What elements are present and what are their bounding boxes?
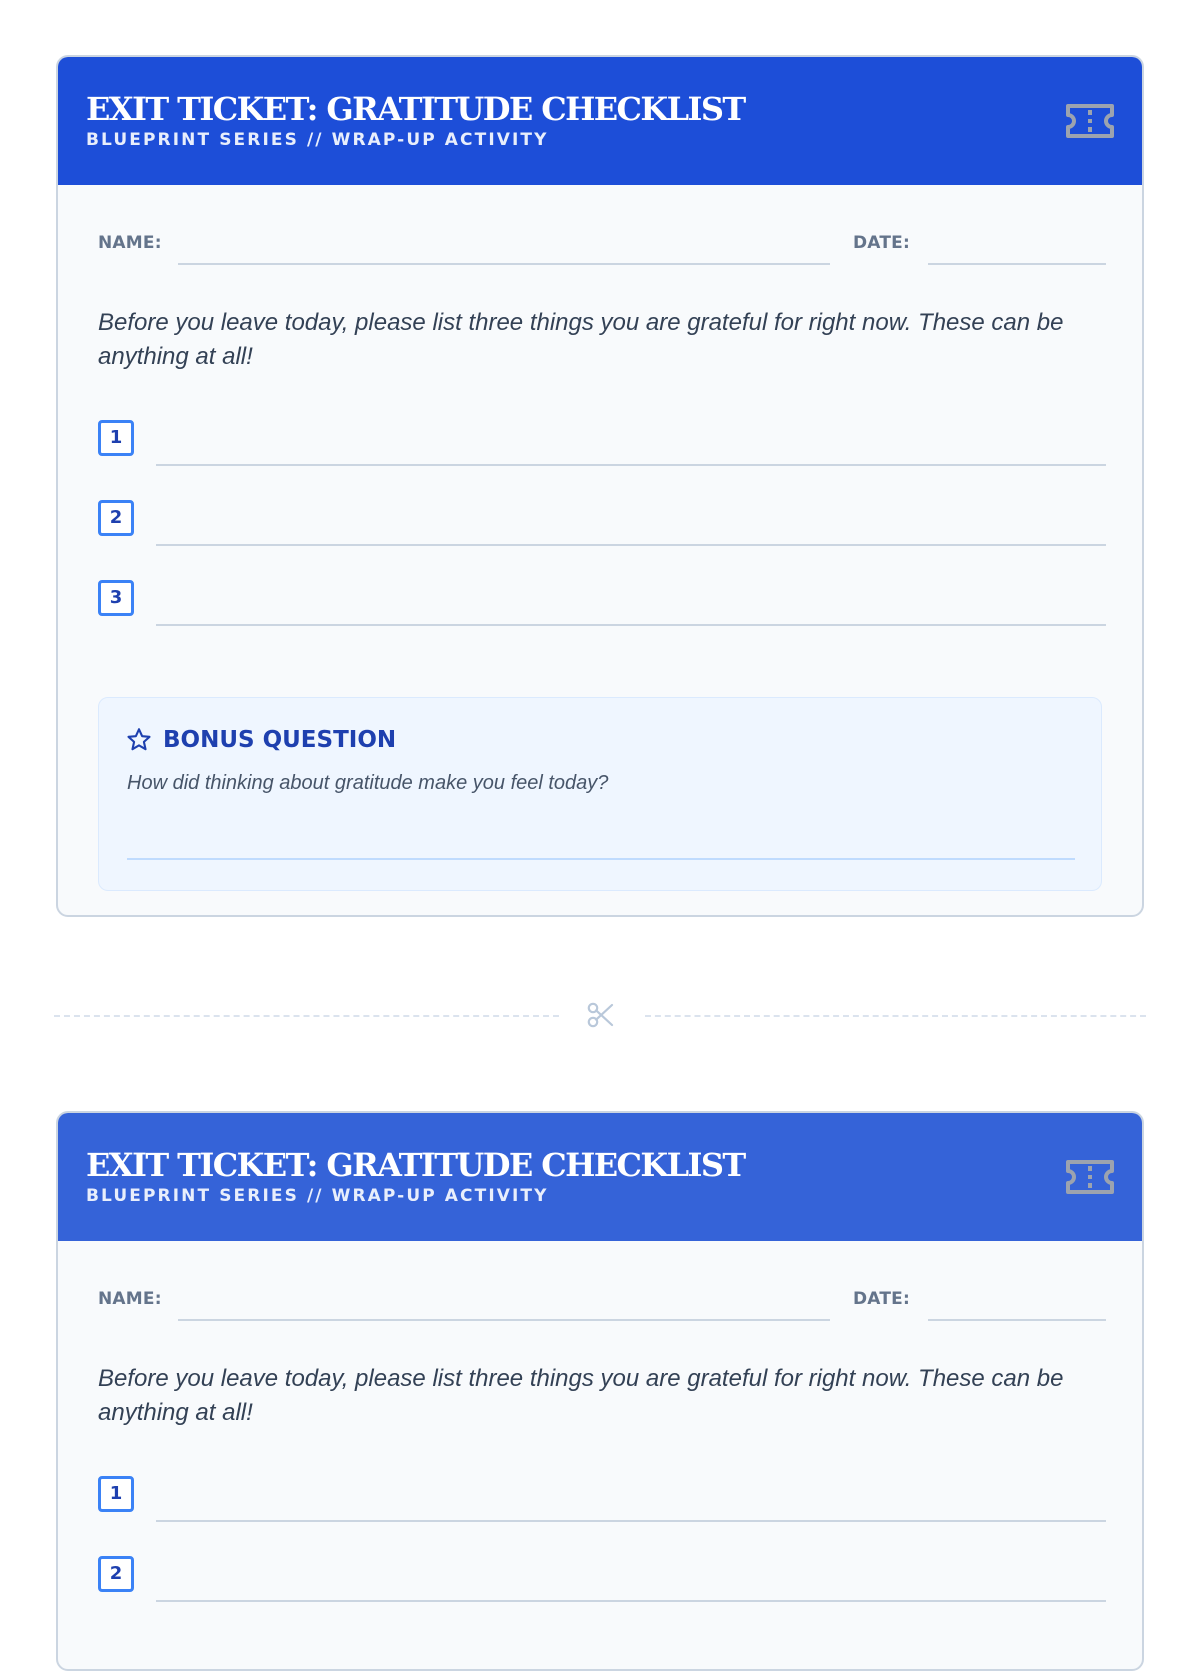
- name-date-row: [98, 1241, 1102, 1323]
- list-item: [98, 420, 1102, 500]
- name-field[interactable]: [178, 263, 830, 265]
- gratitude-list: [98, 1476, 1102, 1636]
- instructions-text: Before you leave today, please list three things you are grateful for right now. These can be anything at all!: [98, 309, 1064, 370]
- item-number-badge: 1: [98, 420, 134, 456]
- date-label: DATE:: [853, 1289, 910, 1309]
- star-icon: [125, 726, 153, 754]
- ticket-subtitle: BLUEPRINT SERIES // WRAP-UP ACTIVITY: [86, 130, 549, 150]
- item-number-badge: 2: [98, 1556, 134, 1592]
- list-item: [98, 580, 1102, 660]
- date-field[interactable]: [928, 263, 1106, 265]
- ticket-title: EXIT TICKET: GRATITUDE CHECKLIST: [86, 1146, 745, 1184]
- date-field[interactable]: [928, 1319, 1106, 1321]
- name-label: NAME:: [98, 233, 162, 253]
- exit-ticket: [56, 55, 1144, 917]
- item-number-badge: 1: [98, 1476, 134, 1512]
- name-date-row: [98, 185, 1102, 267]
- bonus-answer-line[interactable]: [127, 858, 1075, 860]
- ticket-icon: [1064, 101, 1116, 141]
- bonus-question-text: How did thinking about gratitude make you feel today?: [127, 772, 609, 794]
- cut-line-left: [54, 1015, 559, 1017]
- gratitude-list: [98, 420, 1102, 660]
- answer-line[interactable]: [156, 544, 1106, 546]
- ticket-icon: [1064, 1157, 1116, 1197]
- bonus-title: [125, 726, 396, 754]
- ticket-subtitle: BLUEPRINT SERIES // WRAP-UP ACTIVITY: [86, 1186, 549, 1206]
- name-label: NAME:: [98, 1289, 162, 1309]
- exit-ticket: [56, 1111, 1144, 1671]
- name-field[interactable]: [178, 1319, 830, 1321]
- scissors-icon: [585, 999, 617, 1031]
- answer-line[interactable]: [156, 464, 1106, 466]
- ticket-title: EXIT TICKET: GRATITUDE CHECKLIST: [86, 90, 745, 128]
- answer-line[interactable]: [156, 1520, 1106, 1522]
- instructions-text: Before you leave today, please list three things you are grateful for right now. These can be anything at all!: [98, 1365, 1064, 1426]
- cut-line-right: [645, 1015, 1146, 1017]
- list-item: [98, 1476, 1102, 1556]
- item-number-badge: 2: [98, 500, 134, 536]
- item-number-badge: 3: [98, 580, 134, 616]
- answer-line[interactable]: [156, 1600, 1106, 1602]
- list-item: [98, 1556, 1102, 1636]
- list-item: [98, 500, 1102, 580]
- bonus-question-box: [98, 697, 1102, 891]
- ticket-header: [58, 57, 1142, 185]
- date-label: DATE:: [853, 233, 910, 253]
- bonus-title-text: BONUS QUESTION: [163, 727, 397, 753]
- answer-line[interactable]: [156, 624, 1106, 626]
- ticket-header: [58, 1113, 1142, 1241]
